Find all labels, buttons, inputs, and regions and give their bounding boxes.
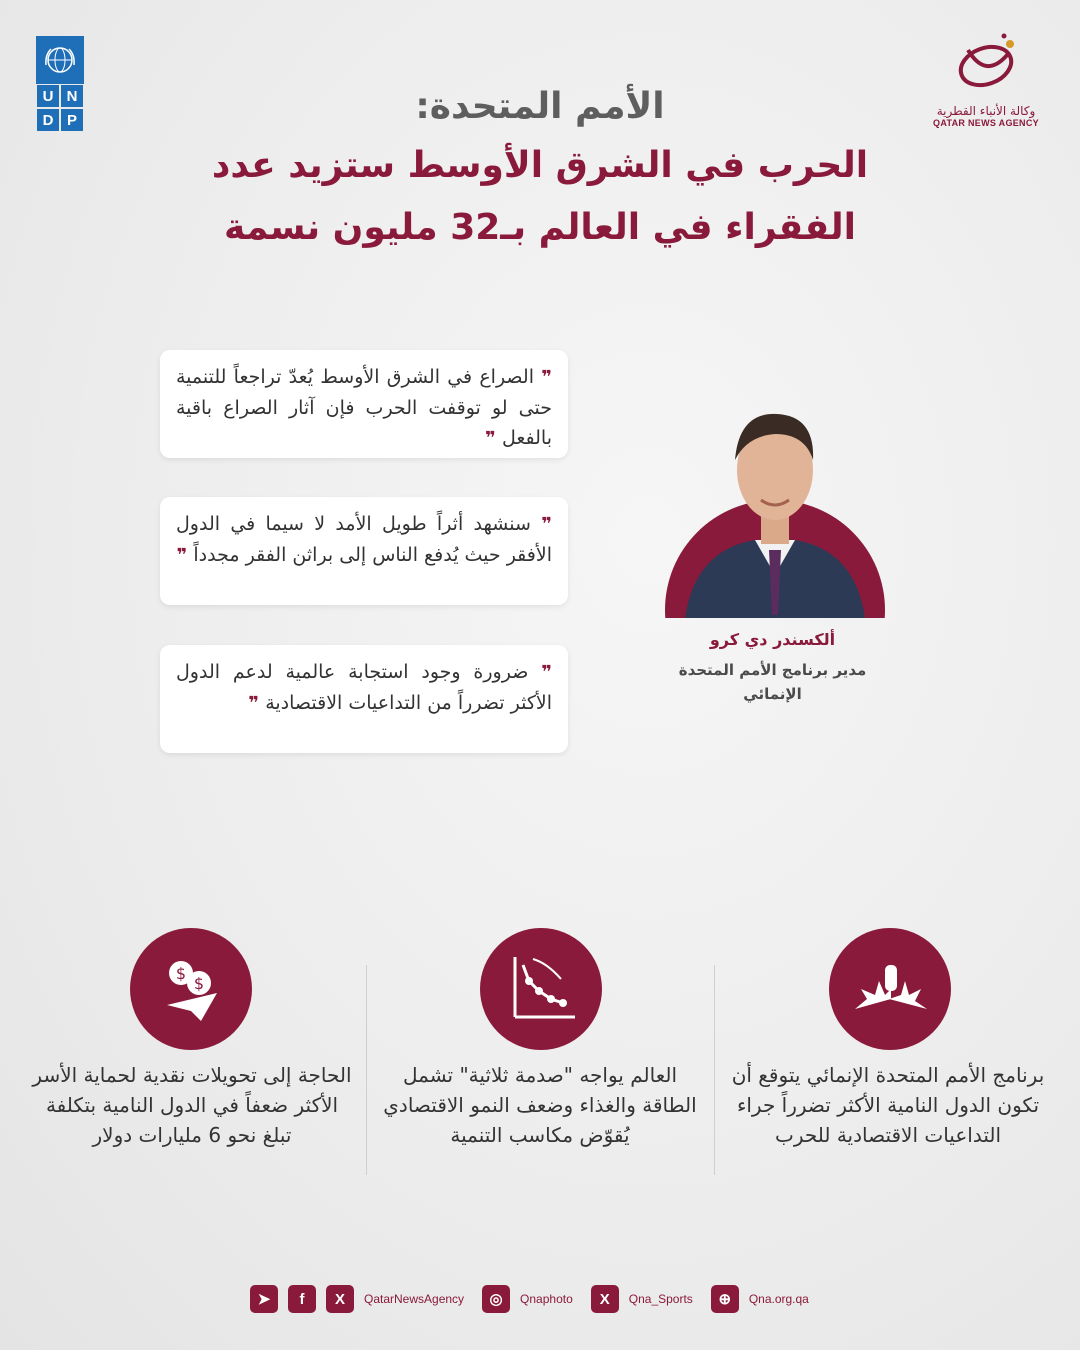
svg-text:$: $ [175,964,187,983]
stat-text: الحاجة إلى تحويلات نقدية لحماية الأسر الأكثر ضعفاً في الدول النامية بتكلفة تبلغ نحو 6 مليارات دولار [32,1063,352,1147]
quote-card [160,497,568,605]
money-transfer-icon [130,928,252,1050]
quote-card [160,645,568,753]
speaker-name: ألكسندر دي كرو [709,630,836,649]
svg-text:$: $ [193,974,205,993]
x-icon[interactable]: X [326,1285,354,1313]
quote-open-mark-icon: ❞ [528,662,552,683]
instagram-icon[interactable]: ◎ [482,1285,510,1313]
quote-text: سنشهد أثراً طويل الأمد لا سيما في الدول الأفقر حيث يُدفع الناس إلى براثن الفقر مجدداً [176,513,552,566]
social-footer [250,1282,817,1316]
sports-handle-label[interactable]: Qna_Sports [628,1292,693,1306]
headline [150,86,930,259]
qna-emblem-icon [946,30,1026,96]
website-label[interactable]: Qna.org.qa [748,1292,809,1306]
un-emblem-icon [36,36,84,84]
quote-text: الصراع في الشرق الأوسط يُعدّ تراجعاً للتنمية حتى لو توقفت الحرب فإن آثار الصراع باقية بالفعل [176,366,552,449]
quote-open-mark-icon: ❞ [533,367,552,388]
speaker-role: مدير برنامج الأمم المتحدة الإنمائي [678,661,867,703]
stat-text: برنامج الأمم المتحدة الإنمائي يتوقع أن تكون الدول النامية الأكثر تضرراً جراء التداعيات الاقتصادية للحرب [731,1063,1045,1147]
quote-close-mark-icon: ❞ [248,693,266,714]
headline-title-line-2: الفقراء في العالم بـ32 مليون نسمة [224,207,856,248]
undp-letter: N [61,85,83,107]
stat-divider [714,965,715,1175]
stat-divider [366,965,367,1175]
quote-close-mark-icon: ❞ [485,428,502,449]
social-handle-label[interactable]: QatarNewsAgency [364,1292,465,1306]
headline-kicker: الأمم المتحدة: [415,86,665,127]
quote-card [160,350,568,458]
quote-open-mark-icon: ❞ [530,514,552,535]
website-globe-icon[interactable]: ⊕ [711,1285,739,1313]
quote-close-mark-icon: ❞ [176,545,194,566]
facebook-icon[interactable]: f [288,1285,316,1313]
explosion-icon [829,928,951,1050]
qna-arabic-name: وكالة الأنباء القطرية [936,104,1036,118]
declining-chart-icon [480,928,602,1050]
speaker-portrait [655,400,895,618]
undp-letter: U [37,85,59,107]
undp-letter: P [61,109,83,131]
telegram-icon[interactable]: ➤ [250,1285,278,1313]
qna-english-name: QATAR NEWS AGENCY [933,118,1039,128]
undp-letter: D [37,109,59,131]
qna-logo [926,30,1046,128]
speaker-photo-icon [655,400,895,618]
quote-text: ضرورة وجود استجابة عالمية لدعم الدول الأكثر تضرراً من التداعيات الاقتصادية [176,661,552,714]
undp-logo [36,36,84,132]
x-sports-icon[interactable]: X [591,1285,619,1313]
headline-title-line-1: الحرب في الشرق الأوسط ستزيد عدد [211,145,869,186]
stat-text: العالم يواجه "صدمة ثلاثية" تشمل الطاقة والغذاء وضعف النمو الاقتصادي يُقوّض مكاسب التنمية [383,1063,697,1147]
instagram-handle-label[interactable]: Qnaphoto [520,1292,573,1306]
